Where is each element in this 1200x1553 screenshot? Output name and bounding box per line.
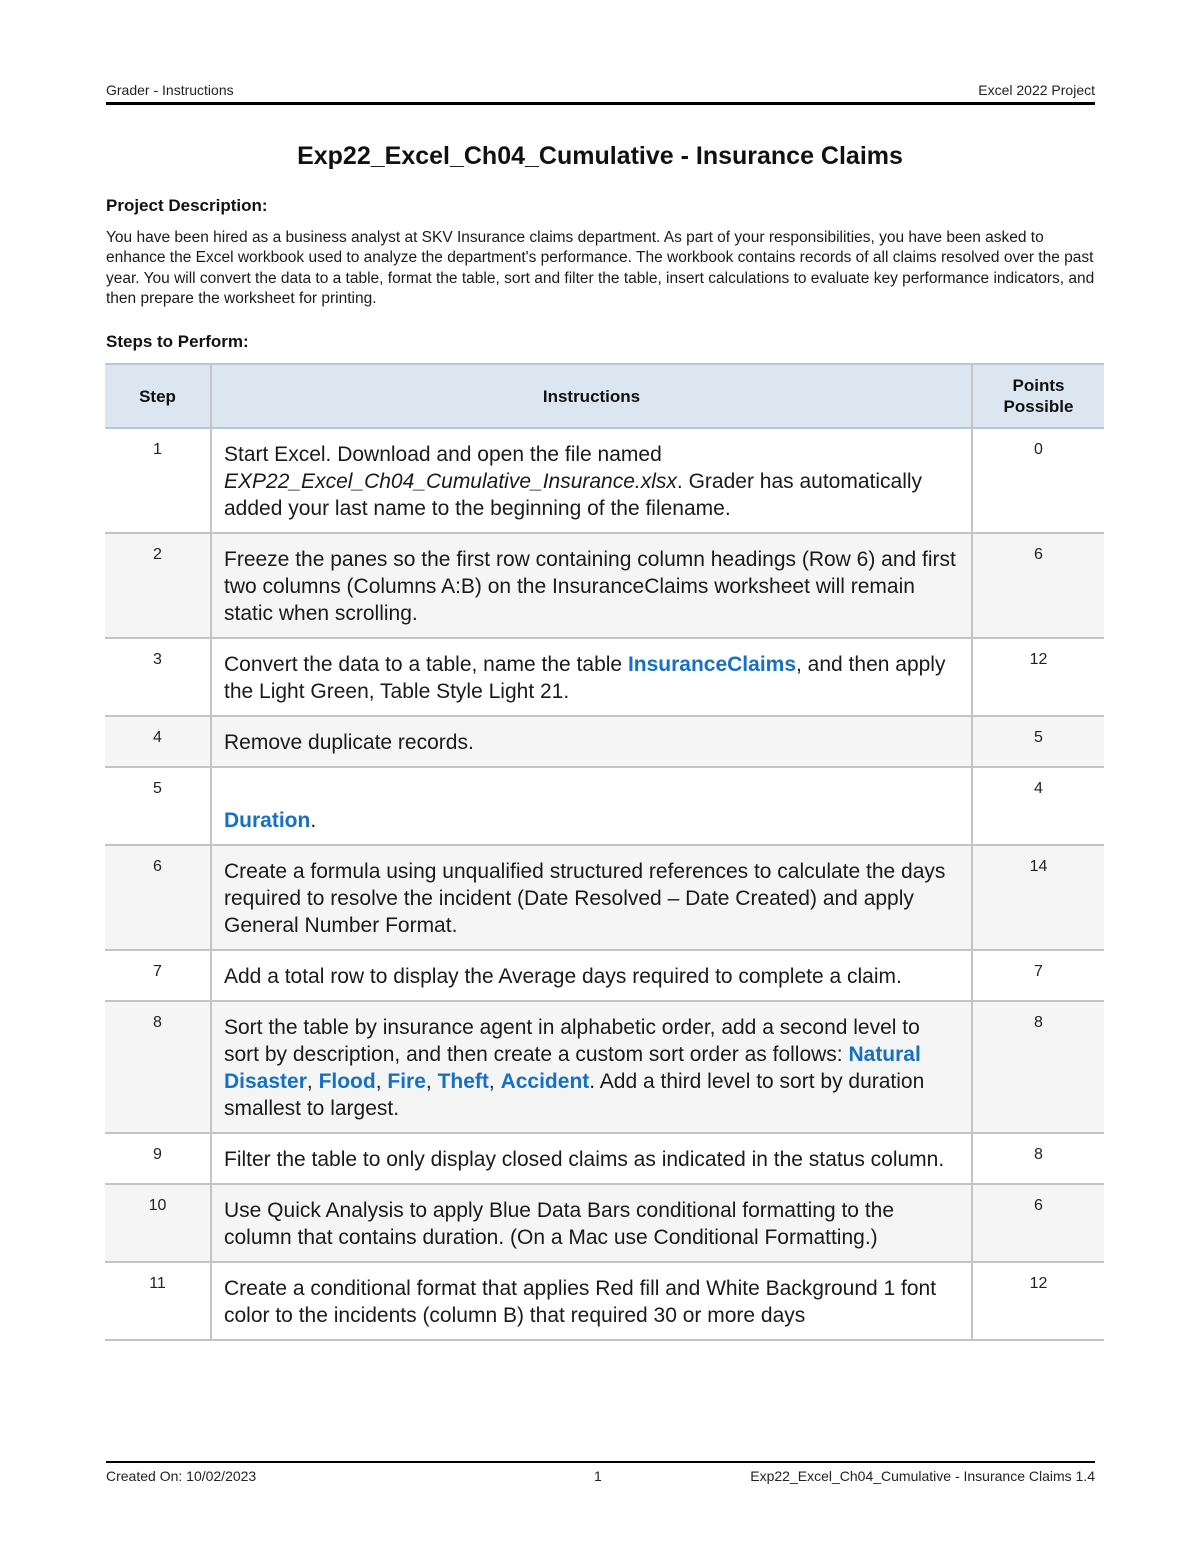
instruction-cell <box>211 638 972 716</box>
steps-table <box>105 363 1104 1341</box>
table-row <box>105 716 1104 767</box>
instruction-cell <box>211 1184 972 1262</box>
project-description-text: You have been hired as a business analyst at SKV Insurance claims department. As part of your responsibilities, you have been asked to enhance the Excel workbook used to analyze the department's performance. The workbook contains records of all claims resolved over the past year. You will convert the data to a table, format the table, sort and filter the table, insert calculations to evaluate key performance indicators, and then prepare the worksheet for printing. <box>106 229 1095 307</box>
instruction-cell <box>211 1262 972 1340</box>
points-cell: 4 <box>972 767 1104 845</box>
table-row <box>105 950 1104 1001</box>
instruction-text: . Grader has automatically added your last name to the beginning of the filename. <box>224 470 923 520</box>
instruction-text: , and then apply the Light Green, Table Style Light 21. <box>224 653 946 703</box>
project-description-heading: Project Description: <box>106 196 268 215</box>
instruction-cell <box>211 533 972 638</box>
step-column-header: Step <box>105 364 211 428</box>
step-number-cell: 11 <box>105 1262 211 1340</box>
step-number-cell: 6 <box>105 845 211 950</box>
instruction-text: , <box>425 1070 438 1093</box>
highlighted-term: Natural Disaster <box>224 1043 921 1093</box>
footer-document-name: Exp22_Excel_Ch04_Cumulative - Insurance Claims 1.4 <box>750 1468 1095 1484</box>
points-cell: 8 <box>972 1133 1104 1184</box>
table-row <box>105 1001 1104 1133</box>
step-number-cell: 1 <box>105 428 211 533</box>
instruction-text: EXP22_Excel_Ch04_Cumulative_Insurance.xlsx <box>224 470 677 493</box>
step-number-cell: 2 <box>105 533 211 638</box>
instruction-text: Sort the table by insurance agent in alphabetic order, add a second level to sort by description, and then create a custom sort order as follows: <box>224 1016 920 1066</box>
instruction-text: Start Excel. Download and open the file named <box>224 443 662 466</box>
step-number-cell: 8 <box>105 1001 211 1133</box>
instruction-text: Create a conditional format that applies Red fill and White Background 1 font color to the incidents (column B) that required 30 or more days <box>224 1277 937 1327</box>
table-row <box>105 1262 1104 1340</box>
instruction-text: , <box>375 1070 388 1093</box>
table-row <box>105 1133 1104 1184</box>
document-title: Exp22_Excel_Ch04_Cumulative - Insurance Claims <box>297 142 903 170</box>
instruction-text: . <box>310 809 317 832</box>
footer-page-number: 1 <box>594 1468 602 1484</box>
table-row <box>105 428 1104 533</box>
table-row <box>105 638 1104 716</box>
blank-line <box>224 780 959 807</box>
points-cell: 6 <box>972 533 1104 638</box>
instruction-cell <box>211 950 972 1001</box>
instructions-column-header: Instructions <box>211 364 972 428</box>
instruction-cell <box>211 1133 972 1184</box>
instruction-text: Convert the data to a table, name the table <box>224 653 628 676</box>
table-row <box>105 767 1104 845</box>
instruction-text: Freeze the panes so the first row containing column headings (Row 6) and first two columns (Columns A:B) on the InsuranceClaims worksheet will remain static when scrolling. <box>224 548 956 625</box>
instruction-text: . Add a third level to sort by duration smallest to largest. <box>224 1070 925 1120</box>
step-number-cell: 10 <box>105 1184 211 1262</box>
instruction-cell <box>211 716 972 767</box>
highlighted-term: Theft <box>437 1070 489 1093</box>
header-left-text: Grader - Instructions <box>106 82 234 98</box>
table-row <box>105 845 1104 950</box>
table-row <box>105 1184 1104 1262</box>
page-footer <box>106 1461 1095 1484</box>
instruction-text: Remove duplicate records. <box>224 731 474 754</box>
instruction-cell <box>211 767 972 845</box>
instruction-cell <box>211 845 972 950</box>
instruction-cell <box>211 428 972 533</box>
points-column-header <box>972 364 1104 428</box>
instruction-text: , <box>488 1070 501 1093</box>
points-cell: 7 <box>972 950 1104 1001</box>
highlighted-term: Flood <box>318 1070 376 1093</box>
points-cell: 8 <box>972 1001 1104 1133</box>
table-header-row <box>105 364 1104 428</box>
instruction-text: , <box>306 1070 319 1093</box>
points-header-line1: Points <box>1012 376 1065 395</box>
table-row <box>105 533 1104 638</box>
points-cell: 6 <box>972 1184 1104 1262</box>
instruction-text: Create a formula using unqualified structured references to calculate the days required to resolve the incident (Date Resolved – Date Created) and apply General Number Format. <box>224 860 946 937</box>
instruction-text: Filter the table to only display closed claims as indicated in the status column. <box>224 1148 945 1171</box>
highlighted-term: Accident <box>500 1070 590 1093</box>
points-cell: 5 <box>972 716 1104 767</box>
highlighted-term: InsuranceClaims <box>627 653 797 676</box>
instruction-cell <box>211 1001 972 1133</box>
points-cell: 0 <box>972 428 1104 533</box>
highlighted-term: Fire <box>387 1070 426 1093</box>
points-cell: 14 <box>972 845 1104 950</box>
step-number-cell: 5 <box>105 767 211 845</box>
step-number-cell: 7 <box>105 950 211 1001</box>
instruction-text: Use Quick Analysis to apply Blue Data Bars conditional formatting to the column that contains duration. (On a Mac use Conditional Formatting.) <box>224 1199 895 1249</box>
footer-created-on: Created On: 10/02/2023 <box>106 1468 257 1484</box>
steps-heading: Steps to Perform: <box>106 332 249 351</box>
highlighted-term: Duration <box>224 809 311 832</box>
page-header <box>106 82 1095 105</box>
steps-table-body <box>105 428 1104 1340</box>
step-number-cell: 4 <box>105 716 211 767</box>
points-cell: 12 <box>972 1262 1104 1340</box>
instruction-text: Add a total row to display the Average days required to complete a claim. <box>224 965 902 988</box>
step-number-cell: 3 <box>105 638 211 716</box>
points-cell: 12 <box>972 638 1104 716</box>
header-right-text: Excel 2022 Project <box>978 82 1095 98</box>
step-number-cell: 9 <box>105 1133 211 1184</box>
points-header-line2: Possible <box>1003 397 1074 416</box>
